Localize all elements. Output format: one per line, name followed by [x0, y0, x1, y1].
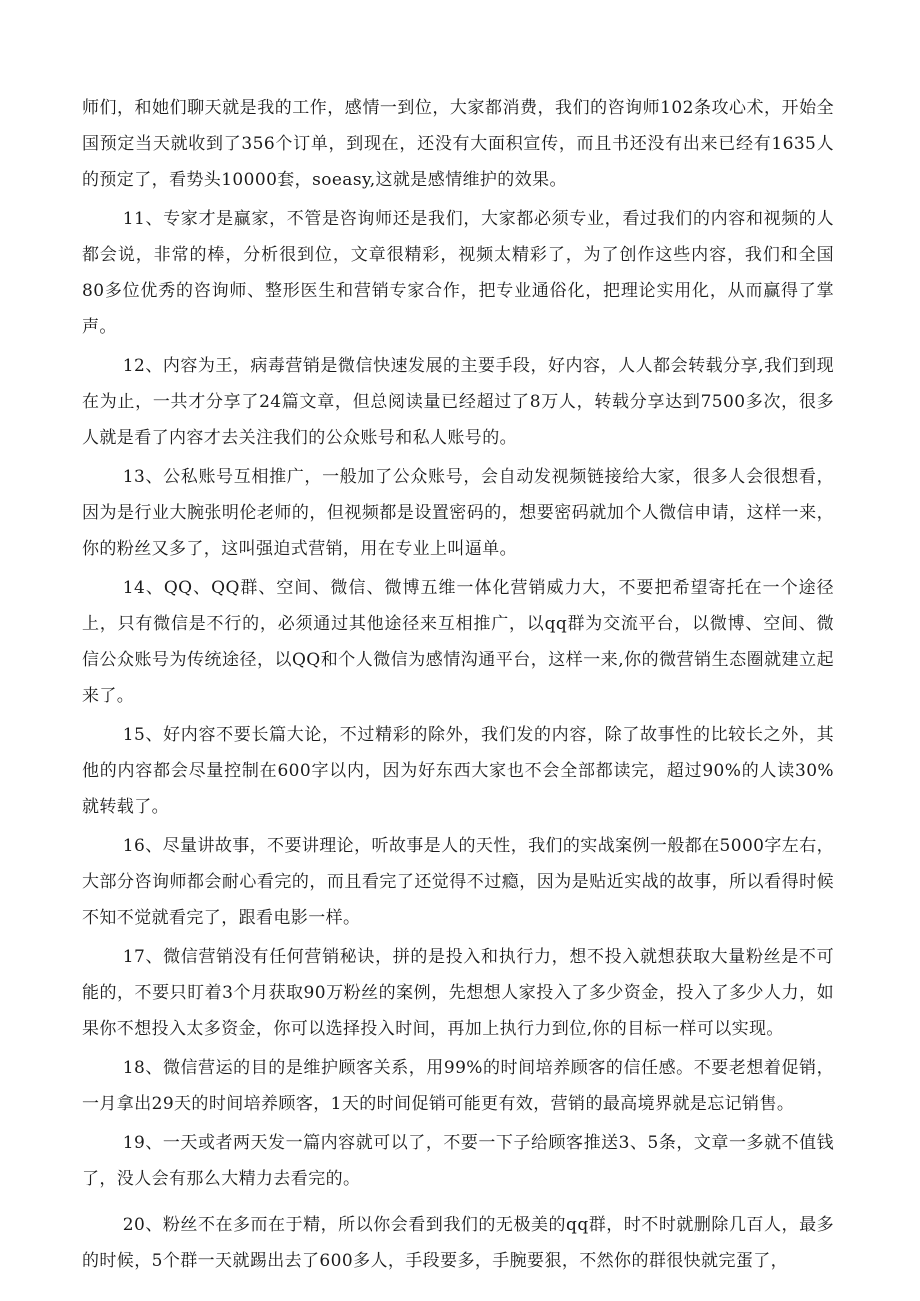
- paragraph-13: 13、公私账号互相推广，一般加了公众账号，会自动发视频链接给大家，很多人会很想看，因为是行业大腕张明伦老师的，但视频都是设置密码的，想要密码就加个人微信申请，这样一来，你的粉丝又多了，这叫强迫式营销，用在专业上叫逼单。: [82, 467, 834, 559]
- paragraph-16: 16、尽量讲故事，不要讲理论，听故事是人的天性，我们的实战案例一般都在5000字左右，大部分咨询师都会耐心看完的，而且看完了还觉得不过瘾，因为是贴近实战的故事，所以看得时候不知不觉就看完了，跟看电影一样。: [82, 836, 834, 928]
- paragraph-18: 18、微信营运的目的是维护顾客关系，用99%的时间培养顾客的信任感。不要老想着促销，一月拿出29天的时间培养顾客，1天的时间促销可能更有效，营销的最高境界就是忘记销售。: [82, 1058, 834, 1114]
- paragraph-17: 17、微信营销没有任何营销秘诀，拼的是投入和执行力，想不投入就想获取大量粉丝是不可能的，不要只盯着3个月获取90万粉丝的案例，先想想人家投入了多少资金，投入了多少人力，如果你不想投入太多资金，你可以选择投入时间，再加上执行力到位,你的目标一样可以实现。: [82, 947, 834, 1039]
- paragraph-20: 20、粉丝不在多而在于精，所以你会看到我们的无极美的qq群，时不时就删除几百人，最多的时候，5个群一天就踢出去了600多人，手段要多，手腕要狠，不然你的群很快就完蛋了，: [82, 1215, 834, 1271]
- paragraph-continuation: 师们，和她们聊天就是我的工作，感情一到位，大家都消费，我们的咨询师102条攻心术，开始全国预定当天就收到了356个订单，到现在，还没有大面积宣传，而且书还没有出来已经有1635人的预定了，看势头10000套，soeasy,这就是感情维护的效果。: [82, 98, 834, 190]
- paragraph-11: 11、专家才是赢家，不管是咨询师还是我们，大家都必须专业，看过我们的内容和视频的人都会说，非常的棒，分析很到位，文章很精彩，视频太精彩了，为了创作这些内容，我们和全国80多位优秀的咨询师、整形医生和营销专家合作，把专业通俗化，把理论实用化，从而赢得了掌声。: [82, 209, 834, 337]
- document-body: [82, 90, 834, 1282]
- paragraph-19: 19、一天或者两天发一篇内容就可以了，不要一下子给顾客推送3、5条，文章一多就不值钱了，没人会有那么大精力去看完的。: [82, 1133, 834, 1189]
- paragraph-14: 14、QQ、QQ群、空间、微信、微博五维一体化营销威力大，不要把希望寄托在一个途径上，只有微信是不行的，必须通过其他途径来互相推广，以qq群为交流平台，以微博、空间、微信公众账号为传统途径，以QQ和个人微信为感情沟通平台，这样一来,你的微营销生态圈就建立起来了。: [82, 578, 834, 706]
- paragraph-15: 15、好内容不要长篇大论，不过精彩的除外，我们发的内容，除了故事性的比较长之外，其他的内容都会尽量控制在600字以内，因为好东西大家也不会全部都读完，超过90%的人读30%就转载了。: [82, 725, 834, 817]
- paragraph-12: 12、内容为王，病毒营销是微信快速发展的主要手段，好内容，人人都会转载分享,我们到现在为止，一共才分享了24篇文章，但总阅读量已经超过了8万人，转载分享达到7500多次，很多人就是看了内容才去关注我们的公众账号和私人账号的。: [82, 356, 834, 448]
